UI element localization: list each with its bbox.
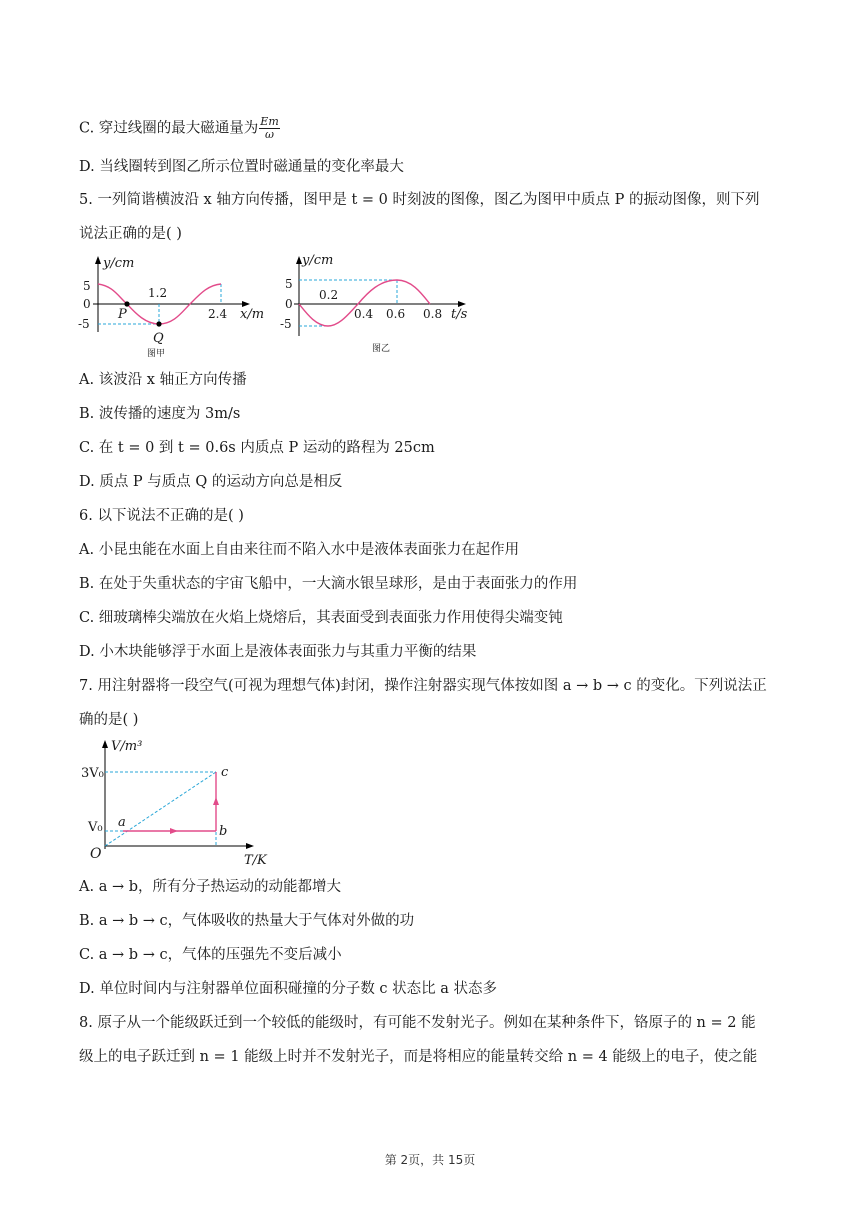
y-tick-0: 0 (83, 297, 91, 311)
tick-v0: V₀ (88, 820, 103, 835)
origin-label: O (90, 846, 102, 862)
q4-option-d: D. 当线圈转到图乙所示位置时磁通量的变化率最大 (79, 159, 404, 175)
y-tick-minus5: -5 (280, 317, 292, 331)
t-axis-arrow (246, 843, 254, 849)
q5-figure-wave-graph (78, 252, 278, 360)
q5-option-a: A. 该波沿 x 轴正方向传播 (79, 372, 247, 388)
page-footer: 第 2页，共 15页 (384, 1153, 476, 1167)
v-axis-label: V/m³ (111, 739, 143, 754)
state-c-label: c (221, 765, 229, 780)
q6-stem: 6. 以下说法不正确的是( ) (79, 508, 244, 524)
y-tick-5: 5 (285, 277, 293, 291)
figure-b-caption: 图乙 (372, 344, 391, 354)
figure-a-caption: 图甲 (147, 349, 166, 359)
q6-option-b: B. 在处于失重状态的宇宙飞船中，一大滴水银呈球形，是由于表面张力的作用 (79, 576, 578, 592)
q8-stem-line1: 8. 原子从一个能级跃迁到一个较低的能级时，有可能不发射光子。例如在某种条件下，铬原子的 n = 2 能 (79, 1015, 756, 1031)
x-axis-label: t/s (451, 307, 468, 322)
q7-option-d: D. 单位时间内与注射器单位面积碰撞的分子数 c 状态比 a 状态多 (79, 981, 498, 997)
state-b-label: b (219, 824, 228, 839)
q7-figure-vt-graph (78, 734, 278, 869)
x-tick-1p2: 1.2 (148, 286, 168, 300)
q4-option-c (79, 116, 280, 141)
y-tick-minus5: -5 (78, 317, 90, 331)
y-tick-0: 0 (285, 297, 293, 311)
guide-origin-line (105, 772, 216, 846)
arrow-b-to-c (213, 797, 219, 805)
y-axis-label: y/cm (103, 256, 135, 271)
x-tick-2p4: 2.4 (208, 307, 228, 321)
q4-option-c-text: C. 穿过线圈的最大磁通量为 (79, 120, 259, 137)
q5-stem-line1: 5. 一列简谐横波沿 x 轴方向传播，图甲是 t = 0 时刻波的图像，图乙为图甲中质点 P 的振动图像，则下列 (79, 192, 760, 208)
q7-option-c: C. a → b → c，气体的压强先不变后减小 (79, 947, 342, 963)
arrow-a-to-b (170, 828, 178, 834)
x-tick-0p6: 0.6 (386, 307, 406, 321)
tick-3v0: 3V₀ (81, 766, 104, 781)
q8-stem-line2: 级上的电子跃迁到 n = 1 能级上时并不发射光子，而是将相应的能量转交给 n = 4 能级上的电子，使之能 (79, 1049, 758, 1065)
q5-option-d: D. 质点 P 与质点 Q 的运动方向总是相反 (79, 474, 343, 490)
point-p-dot (124, 301, 129, 306)
x-tick-0p8: 0.8 (423, 307, 443, 321)
v-axis-arrow (102, 740, 108, 748)
q7-option-a: A. a → b，所有分子热运动的动能都增大 (79, 879, 341, 895)
x-tick-0p4: 0.4 (354, 307, 374, 321)
q7-stem-line1: 7. 用注射器将一段空气(可视为理想气体)封闭，操作注射器实现气体按如图 a → b → c 的变化。下列说法正 (79, 678, 767, 694)
state-a-label: a (118, 815, 126, 830)
y-axis-arrow (95, 256, 101, 264)
q7-stem-line2: 确的是( ) (79, 712, 139, 728)
point-p-label: P (118, 307, 127, 322)
y-tick-5: 5 (83, 279, 91, 293)
q5-option-b: B. 波传播的速度为 3m/s (79, 406, 241, 422)
x-tick-0p2: 0.2 (319, 288, 339, 302)
q5-figure-vibration-graph (280, 250, 480, 360)
y-axis-label: y/cm (302, 253, 334, 268)
fraction-em-omega: $\frac{Em}{\omega}$ (260, 115, 279, 141)
q7-option-b: B. a → b → c，气体吸收的热量大于气体对外做的功 (79, 913, 415, 929)
q5-option-c: C. 在 t = 0 到 t = 0.6s 内质点 P 运动的路程为 25cm (79, 440, 435, 456)
q5-stem-line2: 说法正确的是( ) (79, 226, 182, 242)
t-axis-label: T/K (244, 853, 267, 868)
q6-option-a: A. 小昆虫能在水面上自由来往而不陷入水中是液体表面张力在起作用 (79, 542, 520, 558)
q6-option-c: C. 细玻璃棒尖端放在火焰上烧熔后，其表面受到表面张力作用使得尖端变钝 (79, 610, 563, 626)
q6-option-d: D. 小木块能够浮于水面上是液体表面张力与其重力平衡的结果 (79, 644, 477, 660)
point-q-dot (156, 321, 161, 326)
point-q-label: Q (153, 331, 164, 346)
x-axis-label: x/m (240, 307, 265, 322)
